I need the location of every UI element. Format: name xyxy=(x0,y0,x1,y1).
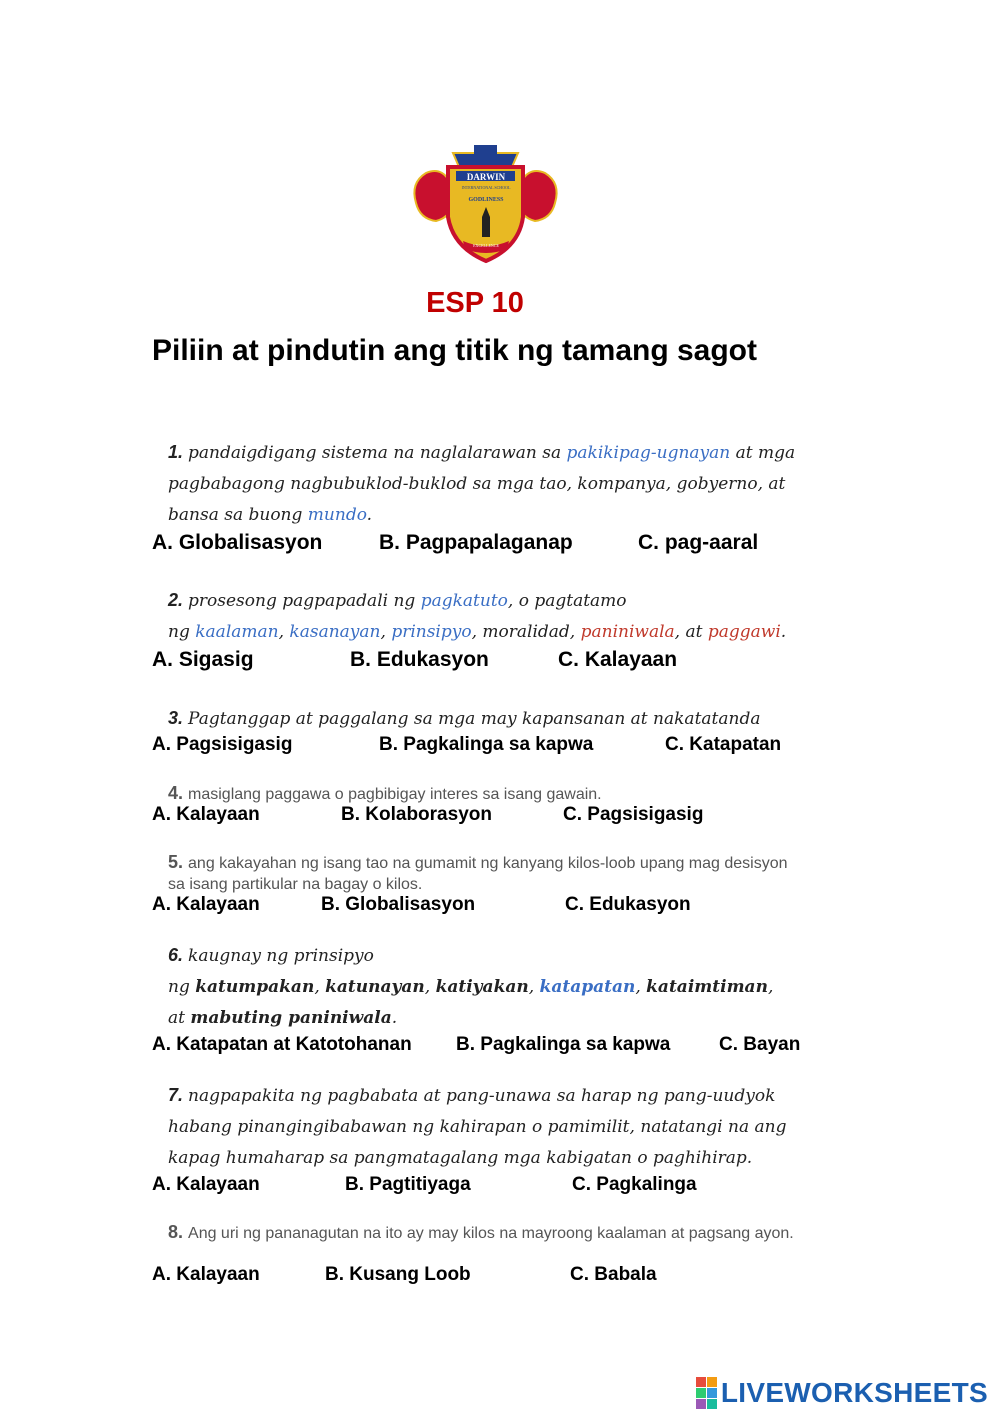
question-text: Ang uri ng pananagutan na ito ay may kilos na mayroong kaalaman at pagsang ayon. xyxy=(188,1225,794,1242)
question-4 xyxy=(168,783,808,805)
answer-option-1-a[interactable]: A. Globalisasyon xyxy=(152,531,323,554)
question-number: 2. xyxy=(168,590,189,610)
question-7 xyxy=(168,1080,848,1174)
question-8 xyxy=(168,1222,808,1244)
question-number: 6. xyxy=(168,945,189,965)
answer-option-4-b[interactable]: B. Kolaborasyon xyxy=(341,804,492,825)
question-text: katumpakan xyxy=(195,977,315,997)
question-line xyxy=(168,469,848,500)
answer-option-4-c[interactable]: C. Pagsisigasig xyxy=(563,804,704,825)
question-text: kapag humaharap sa pangmatagalang mga kabigatan o paghihirap. xyxy=(168,1148,753,1168)
question-line xyxy=(168,703,848,735)
question-text: , xyxy=(424,977,436,997)
question-text: , moralidad, xyxy=(471,622,581,642)
answer-option-7-c[interactable]: C. Pagkalinga xyxy=(572,1174,697,1195)
answer-option-8-c[interactable]: C. Babala xyxy=(570,1264,657,1285)
answer-option-3-c[interactable]: C. Katapatan xyxy=(665,734,782,755)
question-text: katiyakan xyxy=(435,977,529,997)
question-line xyxy=(168,437,848,469)
question-number: 4. xyxy=(168,783,189,803)
question-text: , xyxy=(767,977,774,997)
question-text: paniniwala xyxy=(580,622,675,642)
question-text: bansa sa buong xyxy=(168,505,308,525)
answer-option-6-b[interactable]: B. Pagkalinga sa kapwa xyxy=(456,1034,671,1055)
question-number: 7. xyxy=(168,1085,189,1105)
logo-text-school: INTERNATIONAL SCHOOL xyxy=(461,185,511,190)
question-text: katapatan xyxy=(539,977,636,997)
question-number: 1. xyxy=(168,442,189,462)
answer-option-1-b[interactable]: B. Pagpapalaganap xyxy=(379,531,573,554)
subject-title: ESP 10 xyxy=(426,287,524,319)
answer-option-3-a[interactable]: A. Pagsisigasig xyxy=(152,734,293,755)
brand-text: LIVEWORKSHEETS xyxy=(720,1377,988,1408)
question-5 xyxy=(168,852,808,895)
answer-option-1-c[interactable]: C. pag-aaral xyxy=(638,531,759,554)
question-text: kaalaman xyxy=(195,622,279,642)
question-text: . xyxy=(366,505,373,525)
question-text: . xyxy=(391,1008,398,1028)
question-text: pakikipag-ugnayan xyxy=(566,443,731,463)
question-line xyxy=(168,1003,848,1034)
question-text: pagbabagong nagbubuklod-buklod sa mga tao, kompanya, gobyerno, at xyxy=(168,474,786,494)
answer-option-4-a[interactable]: A. Kalayaan xyxy=(152,804,260,825)
brand-tile-icon xyxy=(696,1377,717,1409)
school-logo xyxy=(408,143,563,265)
question-line xyxy=(168,972,848,1003)
question-text: mundo xyxy=(307,505,367,525)
question-number: 3. xyxy=(168,708,189,728)
question-text: , xyxy=(635,977,647,997)
question-text: masiglang paggawa o pagbibigay interes sa isang gawain. xyxy=(188,786,602,803)
question-text: mabuting paniniwala xyxy=(190,1008,392,1028)
instructions-heading: Piliin at pindutin ang titik ng tamang sagot xyxy=(152,334,757,367)
question-text: , at xyxy=(674,622,708,642)
question-text: habang pinangingibabawan ng kahirapan o pamimilit, natatangi na ang xyxy=(168,1117,787,1137)
answer-option-8-b[interactable]: B. Kusang Loob xyxy=(325,1264,471,1285)
question-1 xyxy=(168,437,848,531)
answer-option-2-c[interactable]: C. Kalayaan xyxy=(558,648,678,671)
question-text: pandaigdigang sistema na naglalarawan sa xyxy=(188,443,567,463)
answer-option-7-b[interactable]: B. Pagtitiyaga xyxy=(345,1174,471,1195)
question-text: katunayan xyxy=(325,977,425,997)
answer-option-5-c[interactable]: C. Edukasyon xyxy=(565,894,691,915)
logo-text-motto: GODLINESS xyxy=(468,197,504,203)
question-text: pagkatuto xyxy=(420,591,508,611)
question-text: prinsipyo xyxy=(391,622,472,642)
answer-option-2-a[interactable]: A. Sigasig xyxy=(152,648,254,671)
answer-option-2-b[interactable]: B. Edukasyon xyxy=(350,648,489,671)
question-text: . xyxy=(780,622,787,642)
question-text: Pagtanggap at paggalang sa mga may kapansanan at nakatatanda xyxy=(188,709,761,729)
question-line xyxy=(168,585,848,617)
question-text: , xyxy=(278,622,290,642)
question-text: , xyxy=(314,977,326,997)
question-line xyxy=(168,500,848,531)
question-number: 5. xyxy=(168,852,189,872)
question-text: ng xyxy=(168,622,196,642)
question-text: , xyxy=(528,977,540,997)
question-2 xyxy=(168,585,848,648)
answer-option-7-a[interactable]: A. Kalayaan xyxy=(152,1174,260,1195)
logo-text-ribbon: EXCELLENCE xyxy=(473,243,499,248)
question-text: kataimtiman xyxy=(646,977,768,997)
question-text: kasanayan xyxy=(289,622,381,642)
question-text: , xyxy=(380,622,392,642)
logo-text-top: DARWIN xyxy=(466,172,506,182)
question-text: paggawi xyxy=(707,622,781,642)
question-text: ang kakayahan ng isang tao na gumamit ng kanyang kilos-loob upang mag desisyon sa isang partikular na bagay o kilos. xyxy=(168,855,788,893)
question-6 xyxy=(168,940,848,1034)
question-text: ng xyxy=(168,977,196,997)
question-3 xyxy=(168,703,848,735)
question-line xyxy=(168,1143,848,1174)
question-line xyxy=(168,940,848,972)
question-text: at mga xyxy=(730,443,796,463)
question-text: , o pagtatamo xyxy=(507,591,627,611)
question-line xyxy=(168,1112,848,1143)
question-text: kaugnay ng prinsipyo xyxy=(188,946,374,966)
question-line xyxy=(168,1080,848,1112)
answer-option-3-b[interactable]: B. Pagkalinga sa kapwa xyxy=(379,734,594,755)
question-line xyxy=(168,617,848,648)
question-text: prosesong pagpapadali ng xyxy=(188,591,421,611)
question-text: at xyxy=(168,1008,191,1028)
answer-option-6-a[interactable]: A. Katapatan at Katotohanan xyxy=(152,1034,412,1055)
answer-option-8-a[interactable]: A. Kalayaan xyxy=(152,1264,260,1285)
answer-option-5-a[interactable]: A. Kalayaan xyxy=(152,894,260,915)
question-number: 8. xyxy=(168,1222,189,1242)
answer-option-6-c[interactable]: C. Bayan xyxy=(719,1034,801,1055)
answer-option-5-b[interactable]: B. Globalisasyon xyxy=(321,894,476,915)
liveworksheets-brand xyxy=(696,1377,988,1409)
question-text: nagpapakita ng pagbabata at pang-unawa sa harap ng pang-uudyok xyxy=(188,1086,776,1106)
